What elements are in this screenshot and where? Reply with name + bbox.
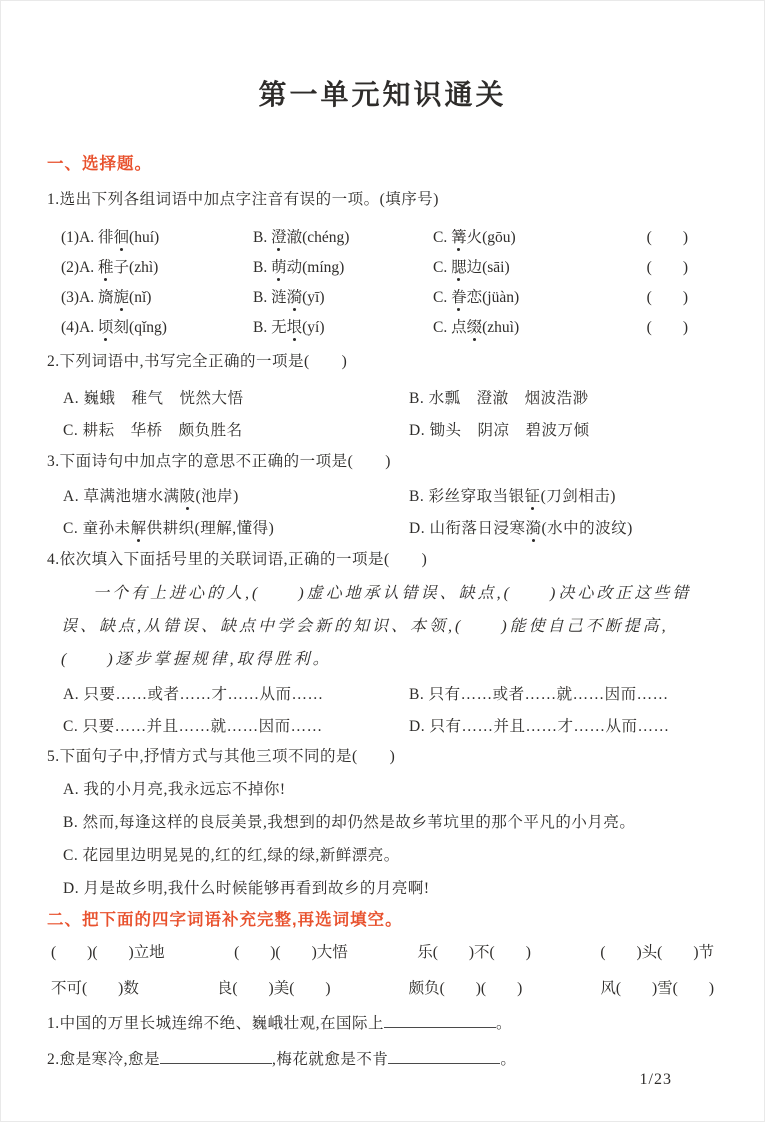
q5-option-c: C. 花园里边明晃晃的,红的红,绿的绿,新鲜漂亮。 (63, 847, 400, 864)
fill-sentence-2 (47, 1043, 718, 1077)
q5-option-d: D. 月是故乡明,我什么时候能够再看到故乡的月亮啊! (63, 880, 430, 897)
q2-option-c: C. 耕耘 华桥 颇负胜名 (63, 422, 243, 439)
q1-r2-option-a: (2)A. 稚子(zhì) (61, 259, 159, 276)
sentence1-text: 1.中国的万里长城连绵不绝、巍峨壮观,在国际上 (47, 1015, 385, 1032)
q1-r4-option-c: C. 点缀(zhuì) (433, 319, 520, 336)
q1-r1-option-b: B. 澄澈(chéng) (253, 229, 350, 246)
q4-options (47, 679, 718, 743)
q5-stem: 5.下面句子中,抒情方式与其他三项不同的是( ) (47, 748, 396, 765)
q1-r3-option-c: C. 眷恋(jüàn) (433, 289, 520, 306)
q1-r3-answer-brackets: ( ) (646, 289, 688, 306)
q3-options (47, 481, 718, 545)
q1-stem: 1.选出下列各组词语中加点字注音有误的一项。(填序号) (47, 191, 439, 208)
sentence1-period: 。 (496, 1015, 513, 1032)
q1-r1-option-c: C. 篝火(gōu) (433, 229, 516, 246)
q3-stem: 3.下面诗句中加点字的意思不正确的一项是( ) (47, 453, 391, 470)
idiom-item-6: 良( )美( ) (216, 980, 331, 997)
q1-r4-option-a: (4)A. 顷刻(qǐng) (61, 319, 167, 336)
q1-r3-option-b: B. 涟漪(yī) (253, 289, 325, 306)
blank-line (160, 1048, 272, 1064)
q2-option-b: B. 水瓢 澄澈 烟波浩渺 (409, 390, 589, 407)
sentence2-text-2: ,梅花就愈是不肯 (272, 1051, 389, 1068)
idiom-item-8: 风( )雪( ) (600, 980, 714, 997)
q2-stem: 2.下列词语中,书写完全正确的一项是( ) (47, 353, 348, 370)
q1-r3-option-a: (3)A. 旖旎(nǐ) (61, 289, 152, 306)
q4-option-d: D. 只有……并且……才……从而…… (409, 718, 670, 735)
q5-option-a: A. 我的小月亮,我永远忘不掉你! (63, 781, 286, 798)
q3-option-d: D. 山衔落日浸寒漪(水中的波纹) (409, 520, 633, 537)
q1-r2-option-b: B. 萌动(míng) (253, 259, 345, 276)
q2-option-d: D. 锄头 阴凉 碧波万倾 (409, 422, 590, 439)
blank-line (388, 1048, 500, 1064)
q1-r2-answer-brackets: ( ) (646, 259, 688, 276)
blank-line (384, 1012, 496, 1028)
section-two-heading: 二、把下面的四字词语补充完整,再选词填空。 (47, 911, 403, 929)
q1-row-4 (61, 311, 688, 341)
q1-row-2 (61, 251, 688, 281)
q1-r4-answer-brackets: ( ) (646, 319, 688, 336)
q4-stem: 4.依次填入下面括号里的关联词语,正确的一项是( ) (47, 551, 428, 568)
idiom-item-1: ( )( )立地 (51, 944, 165, 961)
q3-option-b: B. 彩丝穿取当银钲(刀剑相击) (409, 488, 616, 505)
section-one-heading: 一、选择题。 (47, 155, 152, 173)
q2-option-a: A. 巍蛾 稚气 恍然大悟 (63, 390, 244, 407)
idiom-row-2 (47, 972, 718, 1005)
q4-option-a: A. 只要……或者……才……从而…… (63, 686, 324, 703)
q1-rows (47, 221, 718, 341)
idiom-item-7: 颇负( )( ) (408, 980, 523, 997)
q2-options (47, 383, 718, 447)
q1-r1-option-a: (1)A. 徘徊(huí) (61, 229, 160, 246)
idiom-item-3: 乐( )不( ) (417, 944, 531, 961)
q1-r1-answer-brackets: ( ) (646, 229, 688, 246)
page-number: 1/23 (639, 1071, 672, 1088)
q1-r4-option-b: B. 无垠(yí) (253, 319, 325, 336)
idiom-item-2: ( )( )大悟 (234, 944, 348, 961)
idiom-item-5: 不可( )数 (51, 980, 139, 997)
q3-option-c: C. 童孙未解供耕织(理解,懂得) (63, 520, 275, 537)
q4-option-b: B. 只有……或者……就……因而…… (409, 686, 669, 703)
q4-passage: 一个有上进心的人,( )虚心地承认错误、缺点,( )决心改正这些错误、缺点,从错误、缺点中学会新的知识、本领,( )能使自己不断提高,( )逐步掌握规律,取得胜利。 (61, 585, 692, 668)
fill-sentence-1 (47, 1007, 718, 1041)
q1-r2-option-c: C. 腮边(sāi) (433, 259, 510, 276)
q5-option-b: B. 然而,每逢这样的良辰美景,我想到的却仍然是故乡苇坑里的那个平凡的小月亮。 (63, 814, 636, 831)
page-title: 第一单元知识通关 (258, 80, 507, 111)
q1-row-3 (61, 281, 688, 311)
sentence2-text-1: 2.愈是寒冷,愈是 (47, 1051, 161, 1068)
idiom-row-1 (47, 936, 718, 969)
q3-option-a: A. 草满池塘水满陂(池岸) (63, 488, 239, 505)
q4-option-c: C. 只要……并且……就……因而…… (63, 718, 323, 735)
idiom-item-4: ( )头( )节 (600, 944, 714, 961)
q5-options (47, 773, 718, 905)
sentence2-period: 。 (500, 1051, 517, 1068)
q1-row-1 (61, 221, 688, 251)
